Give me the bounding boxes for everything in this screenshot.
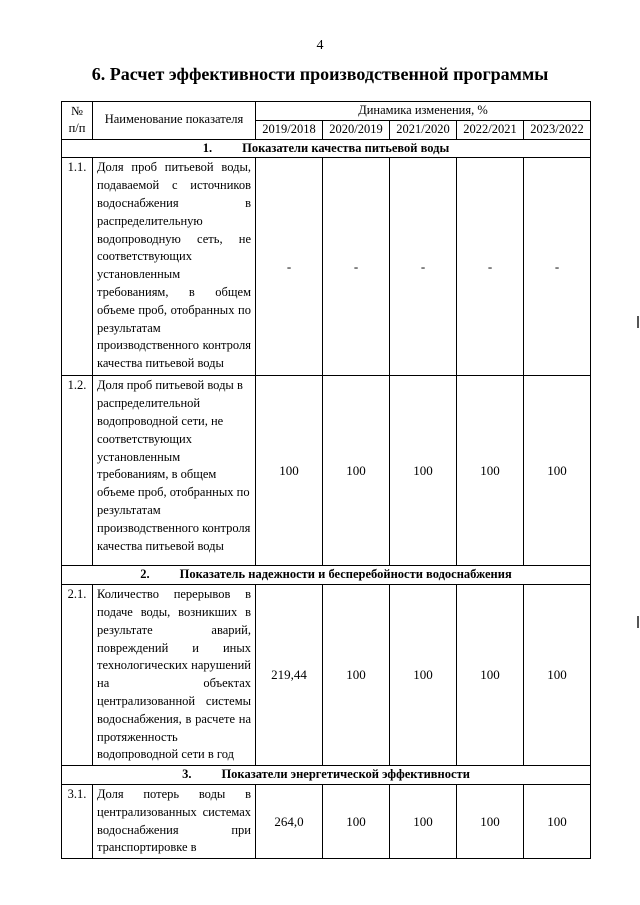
value-cell: 100 — [390, 585, 457, 766]
indicator-name: Количество перерывов в подаче воды, возникших в результате аварий, повреждений и иных технологических нарушений на объектах централизованной системы водоснабжения, в расчете на протяженность водопроводной сети в год — [93, 585, 256, 766]
value-cell: - — [390, 158, 457, 376]
section-title: Показатели энергетической эффективности — [221, 767, 470, 782]
header-num: № п/п — [62, 102, 93, 140]
table-row — [62, 376, 591, 566]
row-number: 2.1. — [62, 585, 93, 766]
value-cell: 100 — [323, 376, 390, 566]
row-number: 3.1. — [62, 784, 93, 858]
section-number: 2. — [140, 567, 150, 582]
table-row — [62, 784, 591, 858]
section-title: Показатели качества питьевой воды — [242, 140, 450, 155]
value-cell: - — [256, 158, 323, 376]
section-number: 3. — [182, 767, 192, 782]
header-name: Наименование показателя — [93, 102, 256, 140]
indicator-name: Доля потерь воды в централизованных системах водоснабжения при транспортировке в — [93, 784, 256, 858]
header-row-1 — [62, 102, 591, 121]
indicator-name: Доля проб питьевой воды в распределительной водопроводной сети, не соответствующих установленным требованиям, в общем объеме проб, отобранных по результатам производственного контроля качества питьевой воды — [93, 376, 256, 566]
row-number: 1.1. — [62, 158, 93, 376]
header-year: 2019/2018 — [256, 120, 323, 139]
scan-edge-mark — [637, 316, 639, 328]
section-heading — [62, 766, 591, 785]
header-year: 2020/2019 — [323, 120, 390, 139]
value-cell: - — [323, 158, 390, 376]
value-cell: 100 — [457, 376, 524, 566]
table-row — [62, 585, 591, 766]
header-year: 2022/2021 — [457, 120, 524, 139]
value-cell: - — [457, 158, 524, 376]
value-cell: 100 — [457, 585, 524, 766]
value-cell: 219,44 — [256, 585, 323, 766]
section-title: Показатель надежности и бесперебойности водоснабжения — [179, 567, 512, 582]
indicator-name: Доля проб питьевой воды, подаваемой с источников водоснабжения в распределительную водопроводную сеть, не соответствующих установленным требованиям, в общем объеме проб, отобранных по результатам производственного контроля качества питьевой воды — [93, 158, 256, 376]
value-cell: 100 — [390, 784, 457, 858]
scan-edge-mark — [637, 616, 639, 628]
header-year: 2023/2022 — [524, 120, 591, 139]
value-cell: 100 — [323, 784, 390, 858]
header-year: 2021/2020 — [390, 120, 457, 139]
section-heading — [62, 139, 591, 158]
value-cell: 100 — [256, 376, 323, 566]
table-row — [62, 158, 591, 376]
section-heading — [62, 566, 591, 585]
header-dynamics: Динамика изменения, % — [256, 102, 591, 121]
value-cell: 100 — [524, 784, 591, 858]
value-cell: - — [524, 158, 591, 376]
value-cell: 100 — [524, 585, 591, 766]
section-row — [62, 139, 591, 158]
section-row — [62, 566, 591, 585]
value-cell: 264,0 — [256, 784, 323, 858]
section-number: 1. — [202, 140, 213, 155]
value-cell: 100 — [457, 784, 524, 858]
section-row — [62, 766, 591, 785]
page-title: 6. Расчет эффективности производственной программы — [91, 64, 549, 84]
value-cell: 100 — [390, 376, 457, 566]
row-number: 1.2. — [62, 376, 93, 566]
page-number: 4 — [316, 38, 324, 53]
efficiency-table — [61, 101, 591, 859]
value-cell: 100 — [524, 376, 591, 566]
value-cell: 100 — [323, 585, 390, 766]
